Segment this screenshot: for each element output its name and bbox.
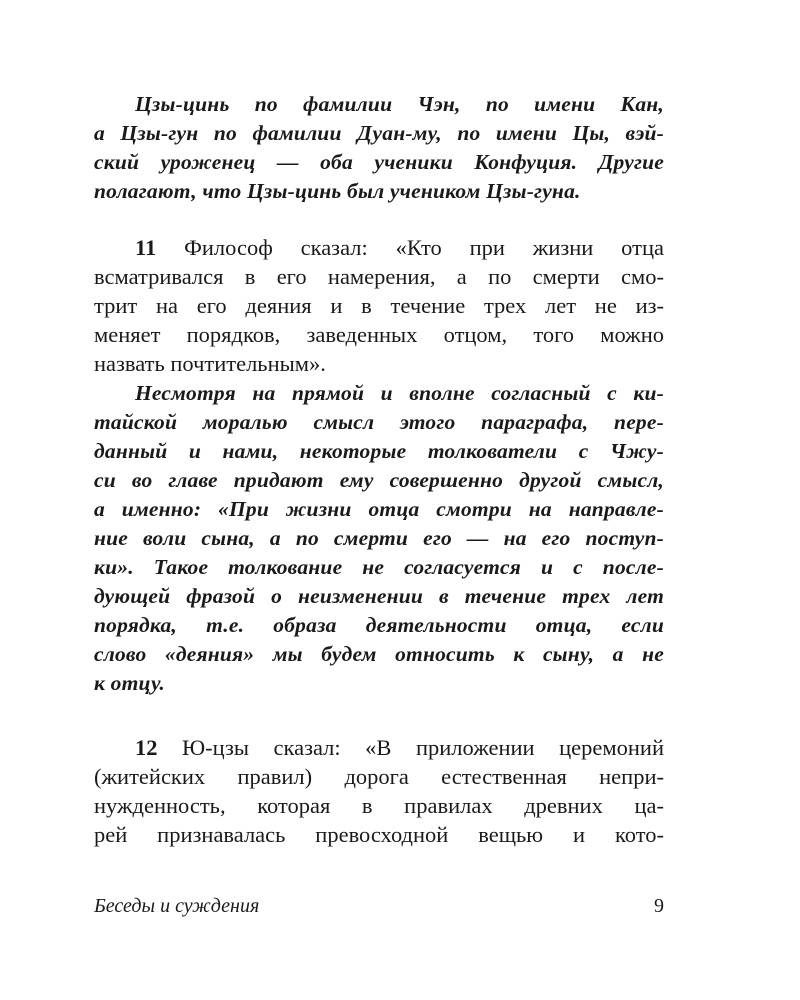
commentary-1-line: а Цзы-гун по фамилии Дуан-му, по имени Цы, вэй- xyxy=(94,121,664,145)
paragraph-12-line: (житейских правил) дорога естественная непри- xyxy=(94,764,664,789)
commentary-2-line: к отцу. xyxy=(94,671,165,695)
paragraph-11-first-line xyxy=(135,233,664,262)
commentary-2-line: ние воли сына, а по смерти его — на его поступ- xyxy=(94,526,664,550)
commentary-2-line: порядка, т.е. образа деятельности отца, если xyxy=(94,613,664,637)
commentary-1-line: Цзы-цинь по фамилии Чэн, по имени Кан, xyxy=(135,92,664,116)
commentary-2-line: а именно: «При жизни отца смотри на направле- xyxy=(94,497,664,521)
commentary-2-line: ки». Такое толкование не согласуется и с после- xyxy=(94,555,664,579)
commentary-2-line: тайской моралью смысл этого параграфа, пере- xyxy=(94,410,664,434)
commentary-2-line: Несмотря на прямой и вполне согласный с ки- xyxy=(135,381,664,405)
paragraph-12-line: рей признавалась превосходной вещью и кото- xyxy=(94,822,664,847)
page-number: 9 xyxy=(654,895,664,917)
paragraph-12-opening: Ю-цзы сказал: «В приложении церемоний xyxy=(157,735,664,760)
paragraph-11-line: назвать почтительным». xyxy=(94,351,326,376)
paragraph-12-line: нужденность, которая в правилах древних ца- xyxy=(94,793,664,818)
commentary-1-line: ский уроженец — оба ученики Конфуция. Другие xyxy=(94,150,664,174)
paragraph-number: 11 xyxy=(135,235,157,260)
commentary-2-line: дующей фразой о неизменении в течение трех лет xyxy=(94,584,664,608)
paragraph-12-first-line xyxy=(135,733,664,762)
commentary-1-line: полагают, что Цзы-цинь был учеником Цзы-гуна. xyxy=(94,179,581,203)
commentary-2-line: слово «деяния» мы будем относить к сыну, а не xyxy=(94,642,664,666)
paragraph-11-line: трит на его деяния и в течение трех лет не из- xyxy=(94,293,664,318)
paragraph-11-line: всматривался в его намерения, а по смерти смо- xyxy=(94,264,664,289)
paragraph-11-opening: Философ сказал: «Кто при жизни отца xyxy=(156,235,664,260)
paragraph-number: 12 xyxy=(135,735,158,760)
paragraph-11-line: меняет порядков, заведенных отцом, того можно xyxy=(94,322,664,347)
running-footer-title: Беседы и суждения xyxy=(94,895,260,917)
commentary-2-line: данный и нами, некоторые толкователи с Чжу- xyxy=(94,439,664,463)
commentary-2-line: си во главе придают ему совершенно другой смысл, xyxy=(94,468,664,492)
